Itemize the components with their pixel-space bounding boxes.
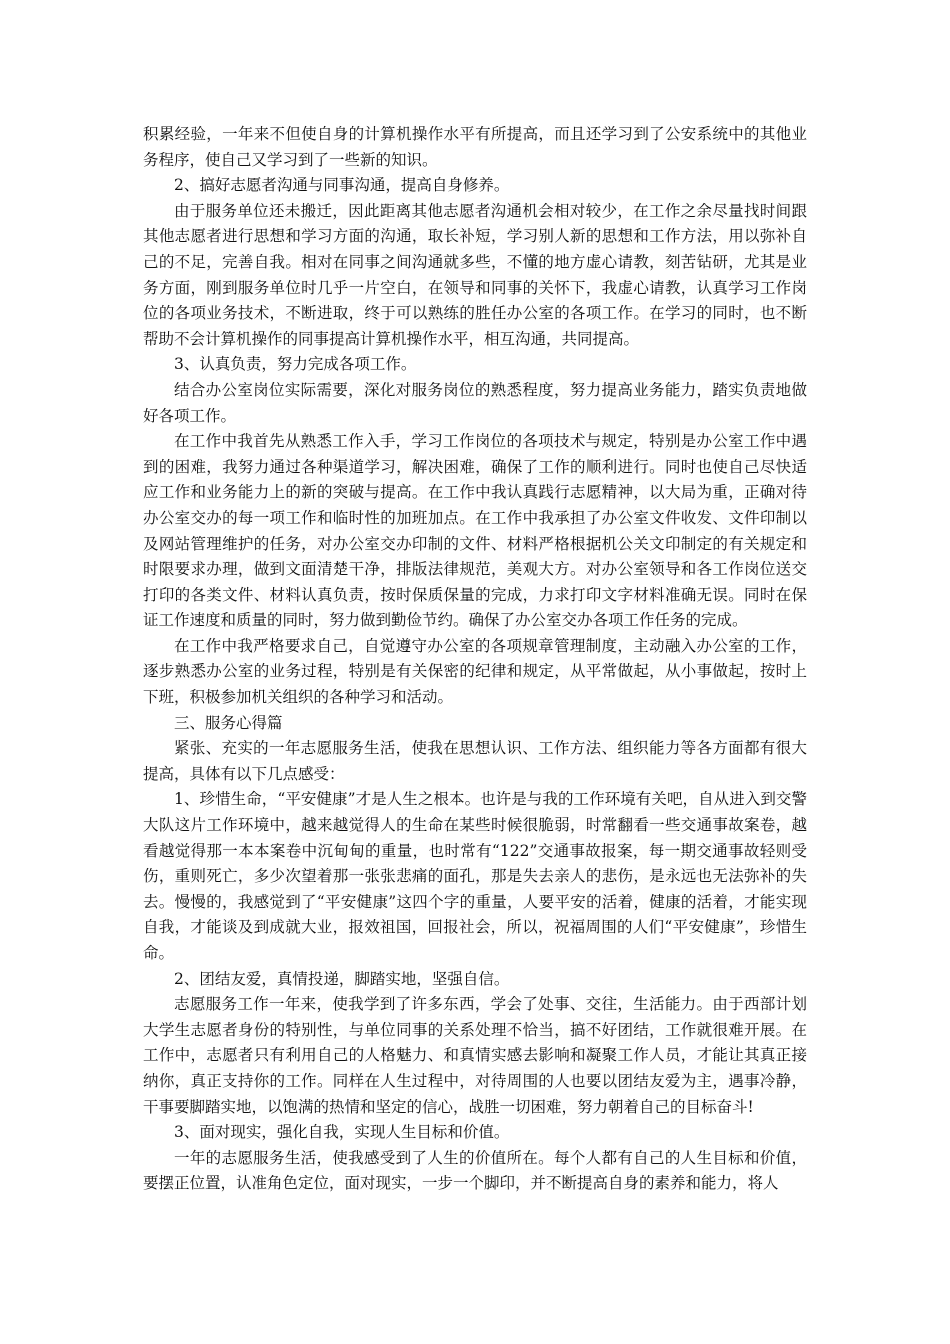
paragraph: 紧张、充实的一年志愿服务生活，使我在思想认识、工作方法、组织能力等各方面都有很大提高，具体有以下几点感受： — [143, 739, 807, 783]
paragraph: 结合办公室岗位实际需要，深化对服务岗位的熟悉程度，努力提高业务能力，踏实负责地做好各项工作。 — [143, 380, 807, 425]
paragraph: 由于服务单位还未搬迁，因此距离其他志愿者沟通机会相对较少，在工作之余尽量找时间跟其他志愿者进行思想和学习方面的沟通，取长补短，学习别人新的思想和工作方法，用以弥补自己的不足，完善自我。相对在同事之间沟通就多些，不懂的地方虚心请教，刻苦钻研，尤其是业务方面，刚到服务单位时几乎一片空白，在领导和同事的关怀下，我虚心请教，认真学习工作岗位的各项业务技术，不断进取，终于可以熟练的胜任办公室的各项工作。在学习的同时，也不断帮助不会计算机操作的同事提高计算机操作水平，相互沟通，共同提高。 — [143, 201, 807, 348]
subheading-volunteer-communication: 2、搞好志愿者沟通与同事沟通，提高自身修养。 — [174, 176, 510, 195]
paragraph: 在工作中我首先从熟悉工作入手，学习工作岗位的各项技术与规定，特别是办公室工作中遇到的困难，我努力通过各种渠道学习，解决困难，确保了工作的顺利进行。同时也使自己尽快适应工作和业务能力上的新的突破与提高。在工作中我认真践行志愿精神，以大局为重，正确对待办公室交办的每一项工作和临时性的加班加点。在工作中我承担了办公室文件收发、文件印制以及网站管理维护的任务，对办公室交办印制的文件、材料严格根据机公关文印制定的有关规定和时限要求办理，做到文面清楚干净，排版法律规范，美观大方。对办公室领导和各工作岗位送交打印的各类文件、材料认真负责，按时保质保量的完成，力求打印文字材料准确无误。同时在保证工作速度和质量的同时，努力做到勤俭节约。确保了办公室交办各项工作任务的完成。 — [143, 432, 807, 630]
paragraph: 在工作中我严格要求自己，自觉遵守办公室的各项规章管理制度，主动融入办公室的工作，逐步熟悉办公室的业务过程，特别是有关保密的纪律和规定，从平常做起，从小事做起，按时上下班，积极参加机关组织的各种学习和活动。 — [143, 636, 807, 707]
section-heading-service-experience: 三、服务心得篇 — [174, 713, 283, 732]
document-page — [143, 122, 807, 1197]
paragraph-continuation: 积累经验，一年来不但使自身的计算机操作水平有所提高，而且还学习到了公安系统中的其他业务程序，使自己又学习到了一些新的知识。 — [143, 125, 807, 169]
paragraph: 志愿服务工作一年来，使我学到了许多东西，学会了处事、交往，生活能力。由于西部计划大学生志愿者身份的特别性，与单位同事的关系处理不恰当，搞不好团结，工作就很难开展。在工作中，志愿者只有利用自己的人格魅力、和真情实感去影响和凝聚工作人员，才能让其真正接纳你，真正支持你的工作。同样在人生过程中，对待周围的人也要以团结友爱为主，遇事冷静，干事要脚踏实地，以饱满的热情和坚定的信心，战胜一切困难，努力朝着自己的目标奋斗! — [143, 995, 807, 1116]
subheading-unity: 2、团结友爱，真情投递，脚踏实地，坚强自信。 — [174, 969, 510, 988]
subheading-responsibility: 3、认真负责，努力完成各项工作。 — [174, 355, 417, 374]
paragraph-truncated: 一年的志愿服务生活，使我感受到了人生的价值所在。每个人都有自己的人生目标和价值，要摆正位置，认准角色定位，面对现实，一步一个脚印，并不断提高自身的素养和能力，将人 — [143, 1148, 807, 1193]
subheading-face-reality: 3、面对现实，强化自我，实现人生目标和价值。 — [174, 1123, 510, 1142]
paragraph-cherish-life: 1、珍惜生命，“平安健康”才是人生之根本。也许是与我的工作环境有关吧，自从进入到交警大队这片工作环境中，越来越觉得人的生命在某些时候很脆弱，时常翻看一些交通事故案卷，越看越觉得那一本本案卷中沉甸甸的重量，也时常有“122”交通事故报案，每一期交通事故轻则受伤，重则死亡，多少次望着那一张张悲痛的面孔，那是失去亲人的悲伤，是永远也无法弥补的失去。慢慢的，我感觉到了“平安健康”这四个字的重量，人要平安的活着，健康的活着，才能实现自我，才能谈及到成就大业，报效祖国，回报社会，所以，祝福周围的人们“平安健康”，珍惜生命。 — [143, 790, 807, 962]
